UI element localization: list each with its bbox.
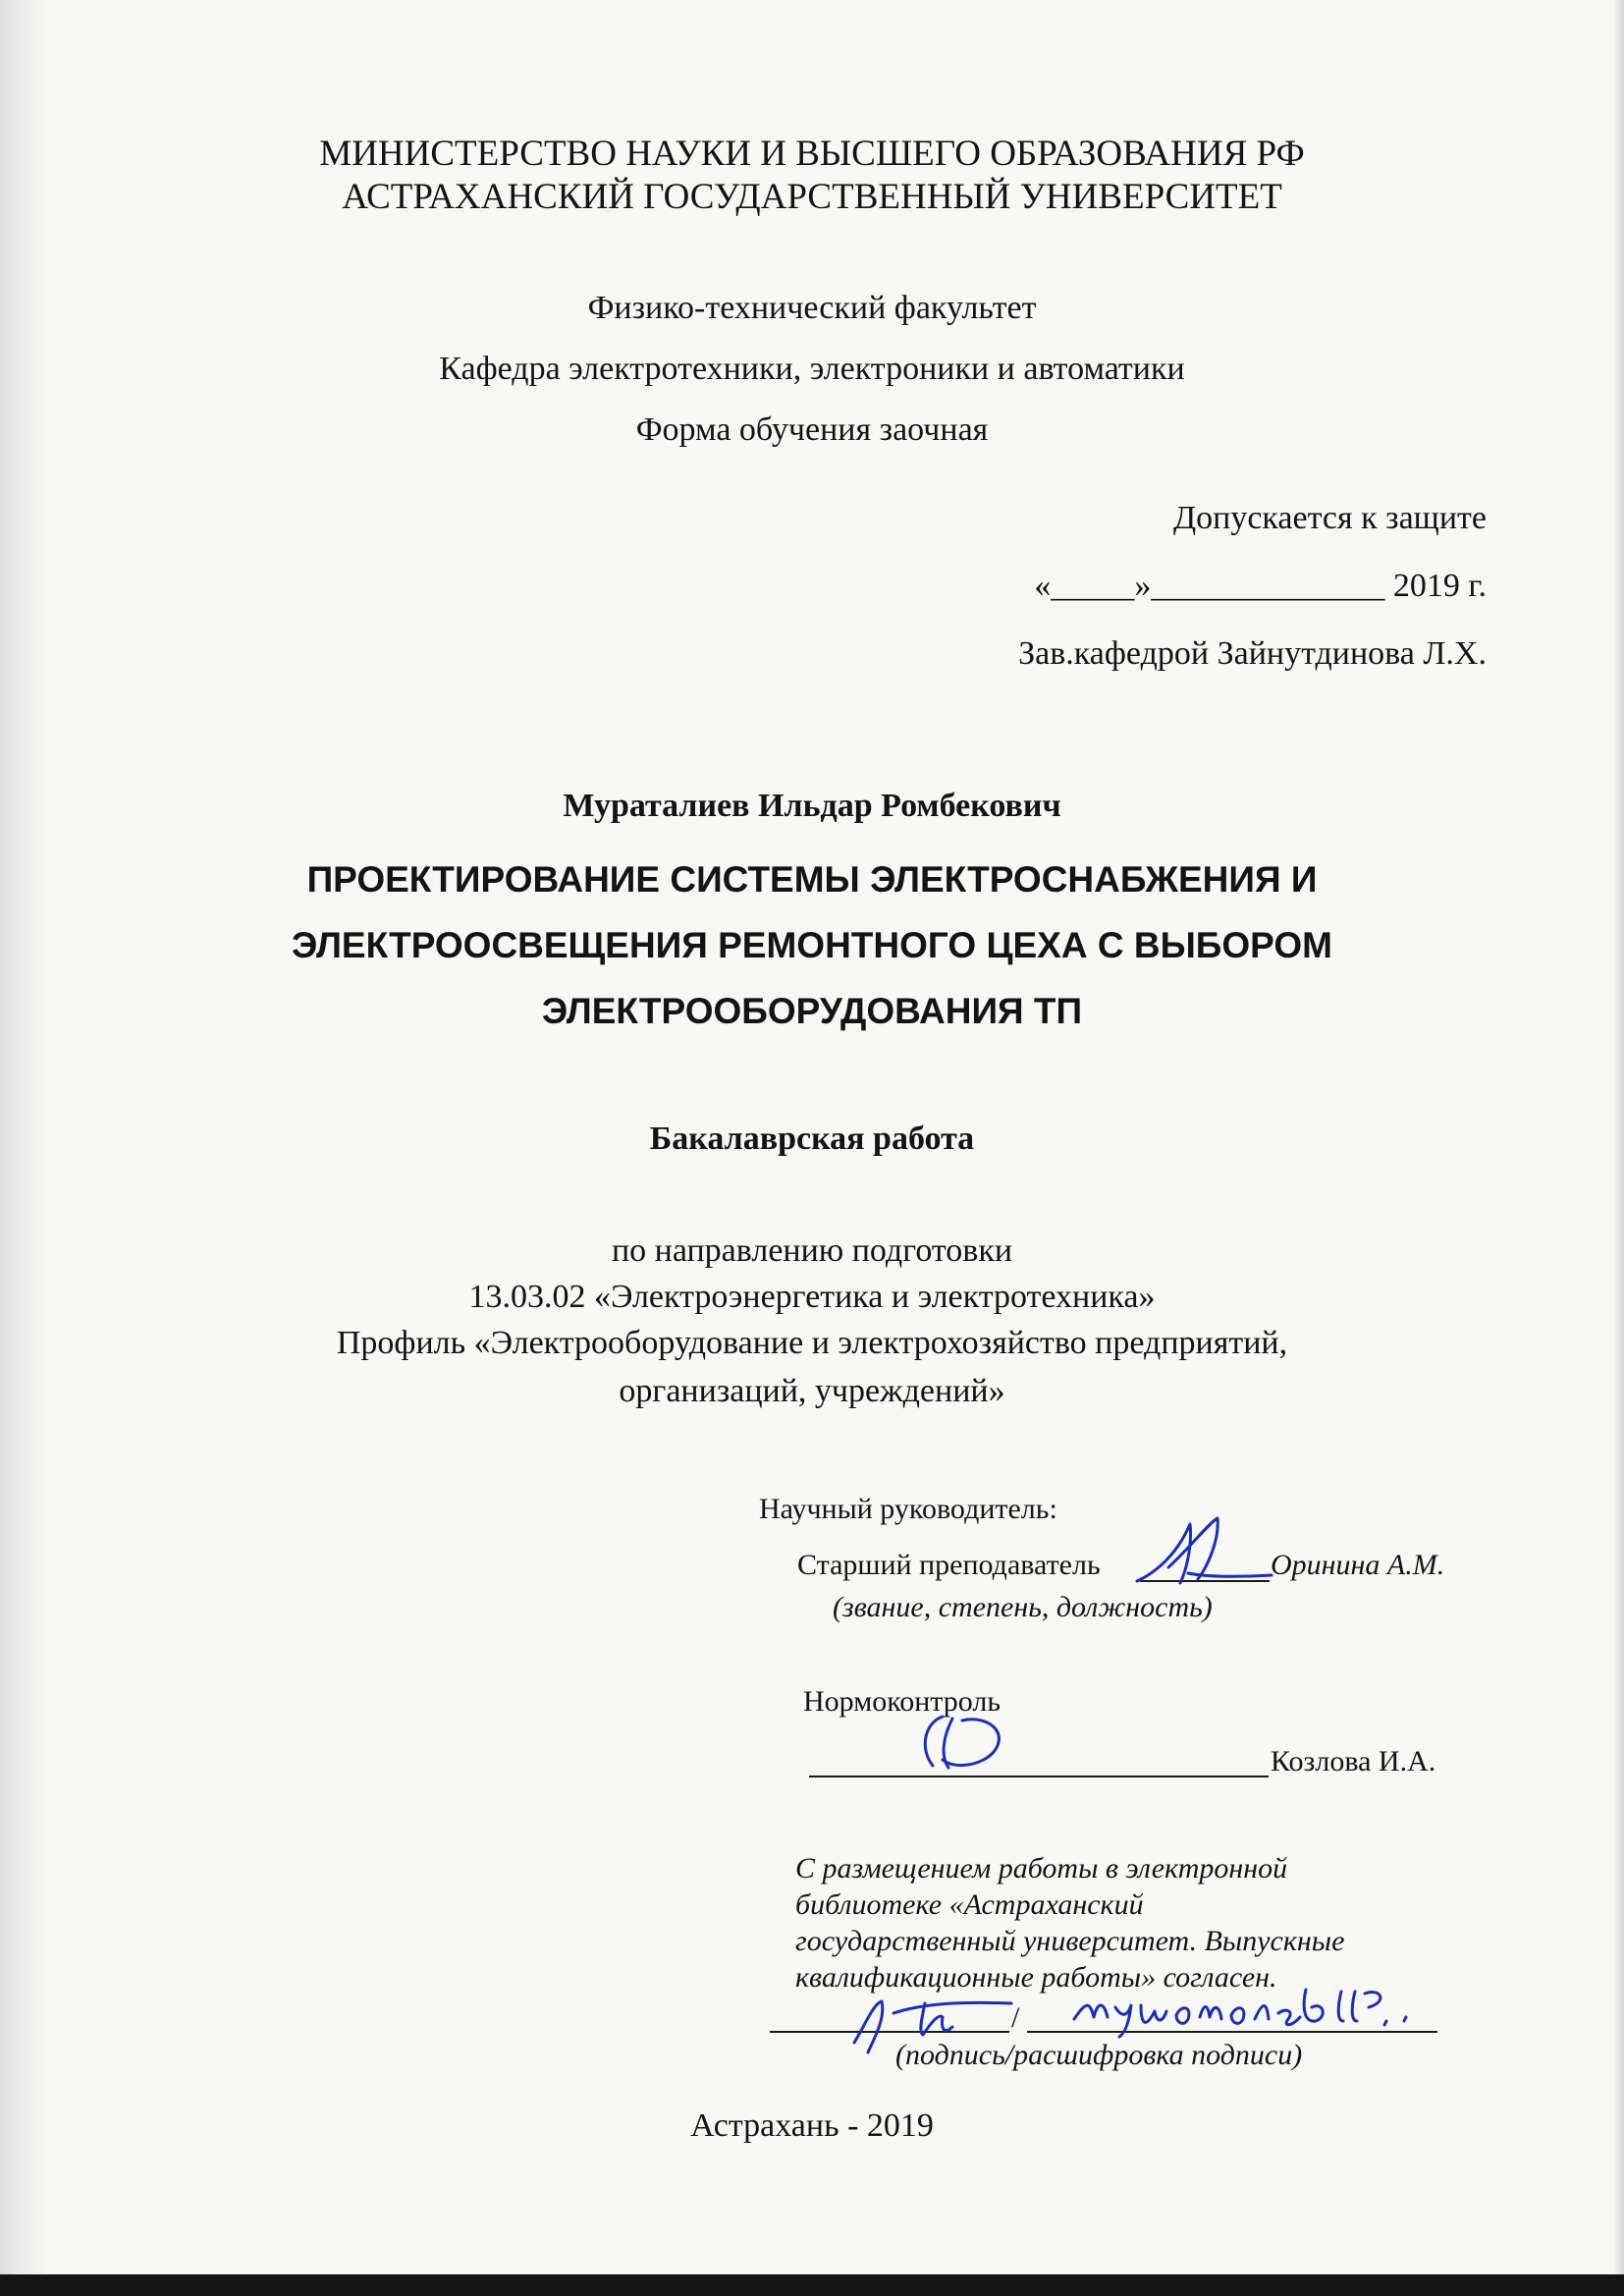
norm-control-signature [913, 1709, 1011, 1777]
university-line: АСТРАХАНСКИЙ ГОСУДАРСТВЕННЫЙ УНИВЕРСИТЕТ [342, 177, 1282, 217]
profile-line-1: Профиль «Электрооборудование и электрохозяйство предприятий, [336, 1325, 1288, 1361]
norm-control-name: Козлова И.А. [1271, 1745, 1436, 1777]
direction-code: 13.03.02 «Электроэнергетика и электротехника» [468, 1279, 1156, 1315]
scan-edge-bottom [0, 2274, 1624, 2296]
supervisor-position: Старший преподаватель [797, 1549, 1101, 1581]
supervisor-name: Оринина А.М. [1271, 1549, 1445, 1581]
direction-intro: по направлению подготовки [611, 1232, 1013, 1269]
profile-line-2: организаций, учреждений» [619, 1373, 1005, 1409]
consent-line-1: С размещением работы в электронной [795, 1852, 1288, 1885]
supervisor-signature [1129, 1512, 1276, 1601]
department-head: Зав.кафедрой Зайнутдинова Л.Х. [1018, 635, 1487, 672]
thesis-title-line-3: ЭЛЕКТРООБОРУДОВАНИЯ ТП [541, 991, 1083, 1031]
faculty-line: Физико-технический факультет [587, 290, 1037, 326]
consent-handwritten-name [1070, 1972, 1453, 2041]
norm-control-signature-line [809, 1776, 1269, 1777]
supervisor-hint: (звание, степень, должность) [833, 1591, 1213, 1623]
consent-line-2: библиотеке «Астраханский [795, 1888, 1144, 1921]
thesis-title-line-2: ЭЛЕКТРООСВЕЩЕНИЯ РЕМОНТНОГО ЦЕХА С ВЫБОРОМ [292, 925, 1332, 965]
approval-date-line: «_____»______________ 2019 г. [1034, 568, 1487, 604]
consent-signature [835, 1974, 1021, 2062]
norm-control-label: Нормоконтроль [803, 1685, 1001, 1718]
consent-hint: (подпись/расшифровка подписи) [895, 2039, 1303, 2071]
ministry-line: МИНИСТЕРСТВО НАУКИ И ВЫСШЕГО ОБРАЗОВАНИЯ РФ [319, 134, 1305, 174]
supervisor-label: Научный руководитель: [759, 1493, 1057, 1525]
consent-line-3: государственный университет. Выпускные [795, 1925, 1345, 1957]
consent-separator: / [1011, 2001, 1020, 2034]
city-year: Астрахань - 2019 [690, 2107, 934, 2144]
consent-line-4: квалификационные работы» согласен. [795, 1961, 1277, 1994]
thesis-title-line-1: ПРОЕКТИРОВАНИЕ СИСТЕМЫ ЭЛЕКТРОСНАБЖЕНИЯ И [306, 859, 1318, 900]
author-name: Мураталиев Ильдар Ромбекович [563, 788, 1061, 824]
department-line: Кафедра электротехники, электроники и автоматики [439, 351, 1185, 387]
work-type: Бакалаврская работа [649, 1121, 975, 1157]
study-form-line: Форма обучения заочная [635, 411, 989, 448]
admitted-label: Допускается к защите [1172, 500, 1487, 536]
